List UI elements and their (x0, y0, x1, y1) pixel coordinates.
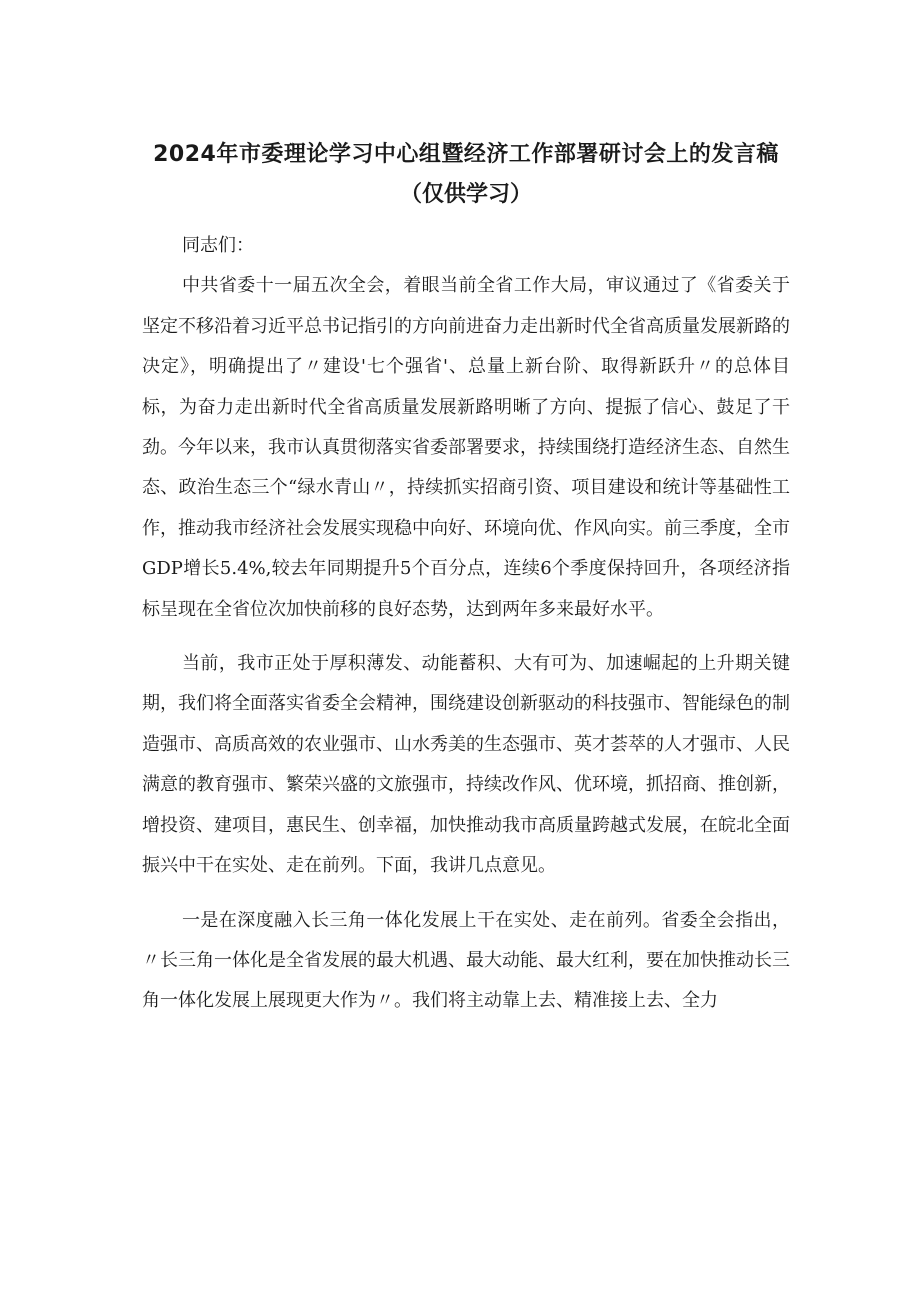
paragraph-2: 当前，我市正处于厚积薄发、动能蓄积、大有可为、加速崛起的上升期关键期，我们将全面落实省委全会精神，围绕建设创新驱动的科技强市、智能绿色的制造强市、高质高效的农业强市、山水秀美的生态强市、英才荟萃的人才强市、人民满意的教育强市、繁荣兴盛的文旅强市，持续改作风、优环境，抓招商、推创新，增投资、建项目，惠民生、创幸福，加快推动我市高质量跨越式发展，在皖北全面振兴中干在实处、走在前列。下面，我讲几点意见。 (142, 653, 790, 877)
salutation: 同志们： (182, 235, 254, 256)
paragraph-3: 一是在深度融入长三角一体化发展上干在实处、走在前列。省委全会指出，〃长三角一体化是全省发展的最大机遇、最大动能、最大红利，要在加快推动长三角一体化发展上展现更大作为〃。我们将主动靠上去、精准接上去、全力 (142, 909, 790, 1012)
document-title: 2024年市委理论学习中心组暨经济工作部署研讨会上的发言稿 (153, 142, 779, 167)
document-subtitle: （仅供学习） (399, 182, 532, 207)
paragraph-1: 中共省委十一届五次全会，着眼当前全省工作大局，审议通过了《省委关于坚定不移沿着习近平总书记指引的方向前进奋力走出新时代全省高质量发展新路的决定》，明确提出了〃建设'七个强省'、总量上新台阶、取得新跃升〃的总体目标，为奋力走出新时代全省高质量发展新路明晰了方向、提振了信心、鼓足了干劲。今年以来，我市认真贯彻落实省委部署要求，持续围绕打造经济生态、自然生态、政治生态三个“绿水青山〃，持续抓实招商引资、项目建设和统计等基础性工作，推动我市经济社会发展实现稳中向好、环境向优、作风向实。前三季度，全市GDP增长5.4%,较去年同期提升5个百分点，连续6个季度保持回升，各项经济指标呈现在全省位次加快前移的良好态势，达到两年多来最好水平。 (142, 275, 790, 620)
